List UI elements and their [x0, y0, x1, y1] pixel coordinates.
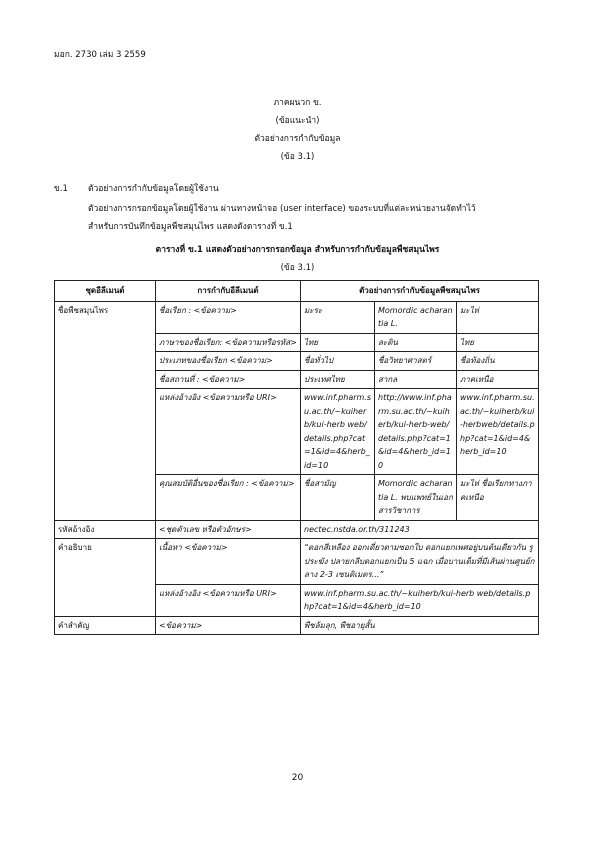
table-row — [55, 616, 539, 635]
element-cell: ชื่อเรียก : <ข้อความ> — [156, 301, 301, 333]
element-cell: ประเภทของชื่อเรียก <ข้อความ> — [156, 352, 301, 371]
value-cell: มะระ — [301, 301, 375, 333]
element-cell: แหล่งอ้างอิง <ข้อความหรือ URI> — [156, 389, 301, 475]
annex-clause: (ข้อ 3.1) — [280, 152, 315, 162]
value-cell: www.inf.pharm.su.ac.th/~kuiherb/kui-herbweb/details.php?cat=1&id=4&herb_id=10 — [457, 389, 539, 475]
element-cell: <ชุดตัวเลข หรือตัวอักษร> — [156, 520, 301, 539]
section-paragraph-line1: ตัวอย่างการกรอกข้อมูลโดยผู้ใช้งาน ผ่านทางหน้าจอ (user interface) ของระบบที่แต่ละหน่วยงานจัดทำไว้ — [88, 204, 476, 214]
value-cell: www.inf.pharm.su.ac.th/~kuiherb/kui-herb web/details.php?cat=1&id=4&herb_id=10 — [301, 389, 375, 475]
table-caption: ตารางที่ ข.1 แสดงตัวอย่างการกรอกข้อมูล สำหรับการกำกับข้อมูลพืชสมุนไพร — [155, 245, 440, 255]
value-cell: ประเทศไทย — [301, 370, 375, 389]
element-set-cell: คำอธิบาย — [55, 539, 156, 617]
header-element-set: ชุดอีลีเมนต์ — [55, 281, 156, 302]
value-cell: ชื่อวิทยาศาสตร์ — [375, 352, 457, 371]
herb-metadata-table — [54, 280, 539, 635]
standard-reference: มอก. 2730 เล่ม 3 2559 — [54, 50, 146, 60]
page-number: 20 — [291, 773, 304, 783]
element-cell: ภาษาของชื่อเรียก: <ข้อความหรือรหัส> — [156, 333, 301, 352]
table-row — [55, 539, 539, 585]
value-cell: “ดอกสีเหลือง ออกเดี่ยวตามซอกใบ ดอกแยกเพศอยู่บนต้นเดียวกัน รูประฆัง ปลายกลีบดอกแยกเป็น 5 แฉก เมื่อบานเต็มที่มีเส้นผ่านศูนย์กลาง 2-3 เซนติเมตร...” — [301, 539, 539, 585]
element-cell: เนื้อหา <ข้อความ> — [156, 539, 301, 585]
value-cell: nectec.nstda.or.th/311243 — [301, 520, 539, 539]
header-example: ตัวอย่างการกำกับข้อมูลพืชสมุนไพร — [301, 281, 539, 302]
value-cell: ชื่อท้องถิ่น — [457, 352, 539, 371]
value-cell: ชื่อสามัญ — [301, 475, 375, 521]
value-cell: www.inf.pharm.su.ac.th/~kuiherb/kui-herb web/details.php?cat=1&id=4&herb_id=10 — [301, 584, 539, 616]
annex-subtitle: ตัวอย่างการกำกับข้อมูล — [254, 134, 341, 144]
value-cell: มะไห่ — [457, 301, 539, 333]
element-set-cell: ชื่อพืชสมุนไพร — [55, 301, 156, 520]
section-heading: ตัวอย่างการกำกับข้อมูลโดยผู้ใช้งาน — [88, 184, 219, 194]
value-cell: http://www.inf.pharm.su.ac.th/~kuiherb/kui-herb-web/details.php?cat=1&id=4&herb_id=10 — [375, 389, 457, 475]
value-cell: ไทย — [301, 333, 375, 352]
value-cell: มะไห่ ชื่อเรียกทางภาคเหนือ — [457, 475, 539, 521]
value-cell: Momordic acharantia L. พบแพทย์ในเอกสารวิชาการ — [375, 475, 457, 521]
value-cell: ไทย — [457, 333, 539, 352]
element-cell: ชื่อสถานที่ : <ข้อความ> — [156, 370, 301, 389]
element-set-cell: คำสำคัญ — [55, 616, 156, 635]
annex-title: ภาคผนวก ข. — [273, 98, 322, 108]
value-cell: Momordic acharantia L. — [375, 301, 457, 333]
section-paragraph-line2: สำหรับการบันทึกข้อมูลพืชสมุนไพร แสดงดังตารางที่ ข.1 — [88, 222, 293, 232]
element-cell: คุณสมบัติอื่นของชื่อเรียก : <ข้อความ> — [156, 475, 301, 521]
annex-note: (ข้อแนะนำ) — [275, 116, 320, 126]
value-cell: พืชล้มลุก, พืชอายุสั้น — [301, 616, 539, 635]
value-cell: สากล — [375, 370, 457, 389]
table-header-row — [55, 281, 539, 302]
element-set-cell: รหัสอ้างอิง — [55, 520, 156, 539]
element-cell: แหล่งอ้างอิง <ข้อความหรือ URI> — [156, 584, 301, 616]
value-cell: ภาคเหนือ — [457, 370, 539, 389]
table-row — [55, 520, 539, 539]
table-caption-clause: (ข้อ 3.1) — [280, 263, 315, 273]
value-cell: ละติน — [375, 333, 457, 352]
section-number: ข.1 — [54, 184, 68, 194]
table-row — [55, 301, 539, 333]
element-cell: <ข้อความ> — [156, 616, 301, 635]
header-element: การกำกับอีลีเมนต์ — [156, 281, 301, 302]
value-cell: ชื่อทั่วไป — [301, 352, 375, 371]
